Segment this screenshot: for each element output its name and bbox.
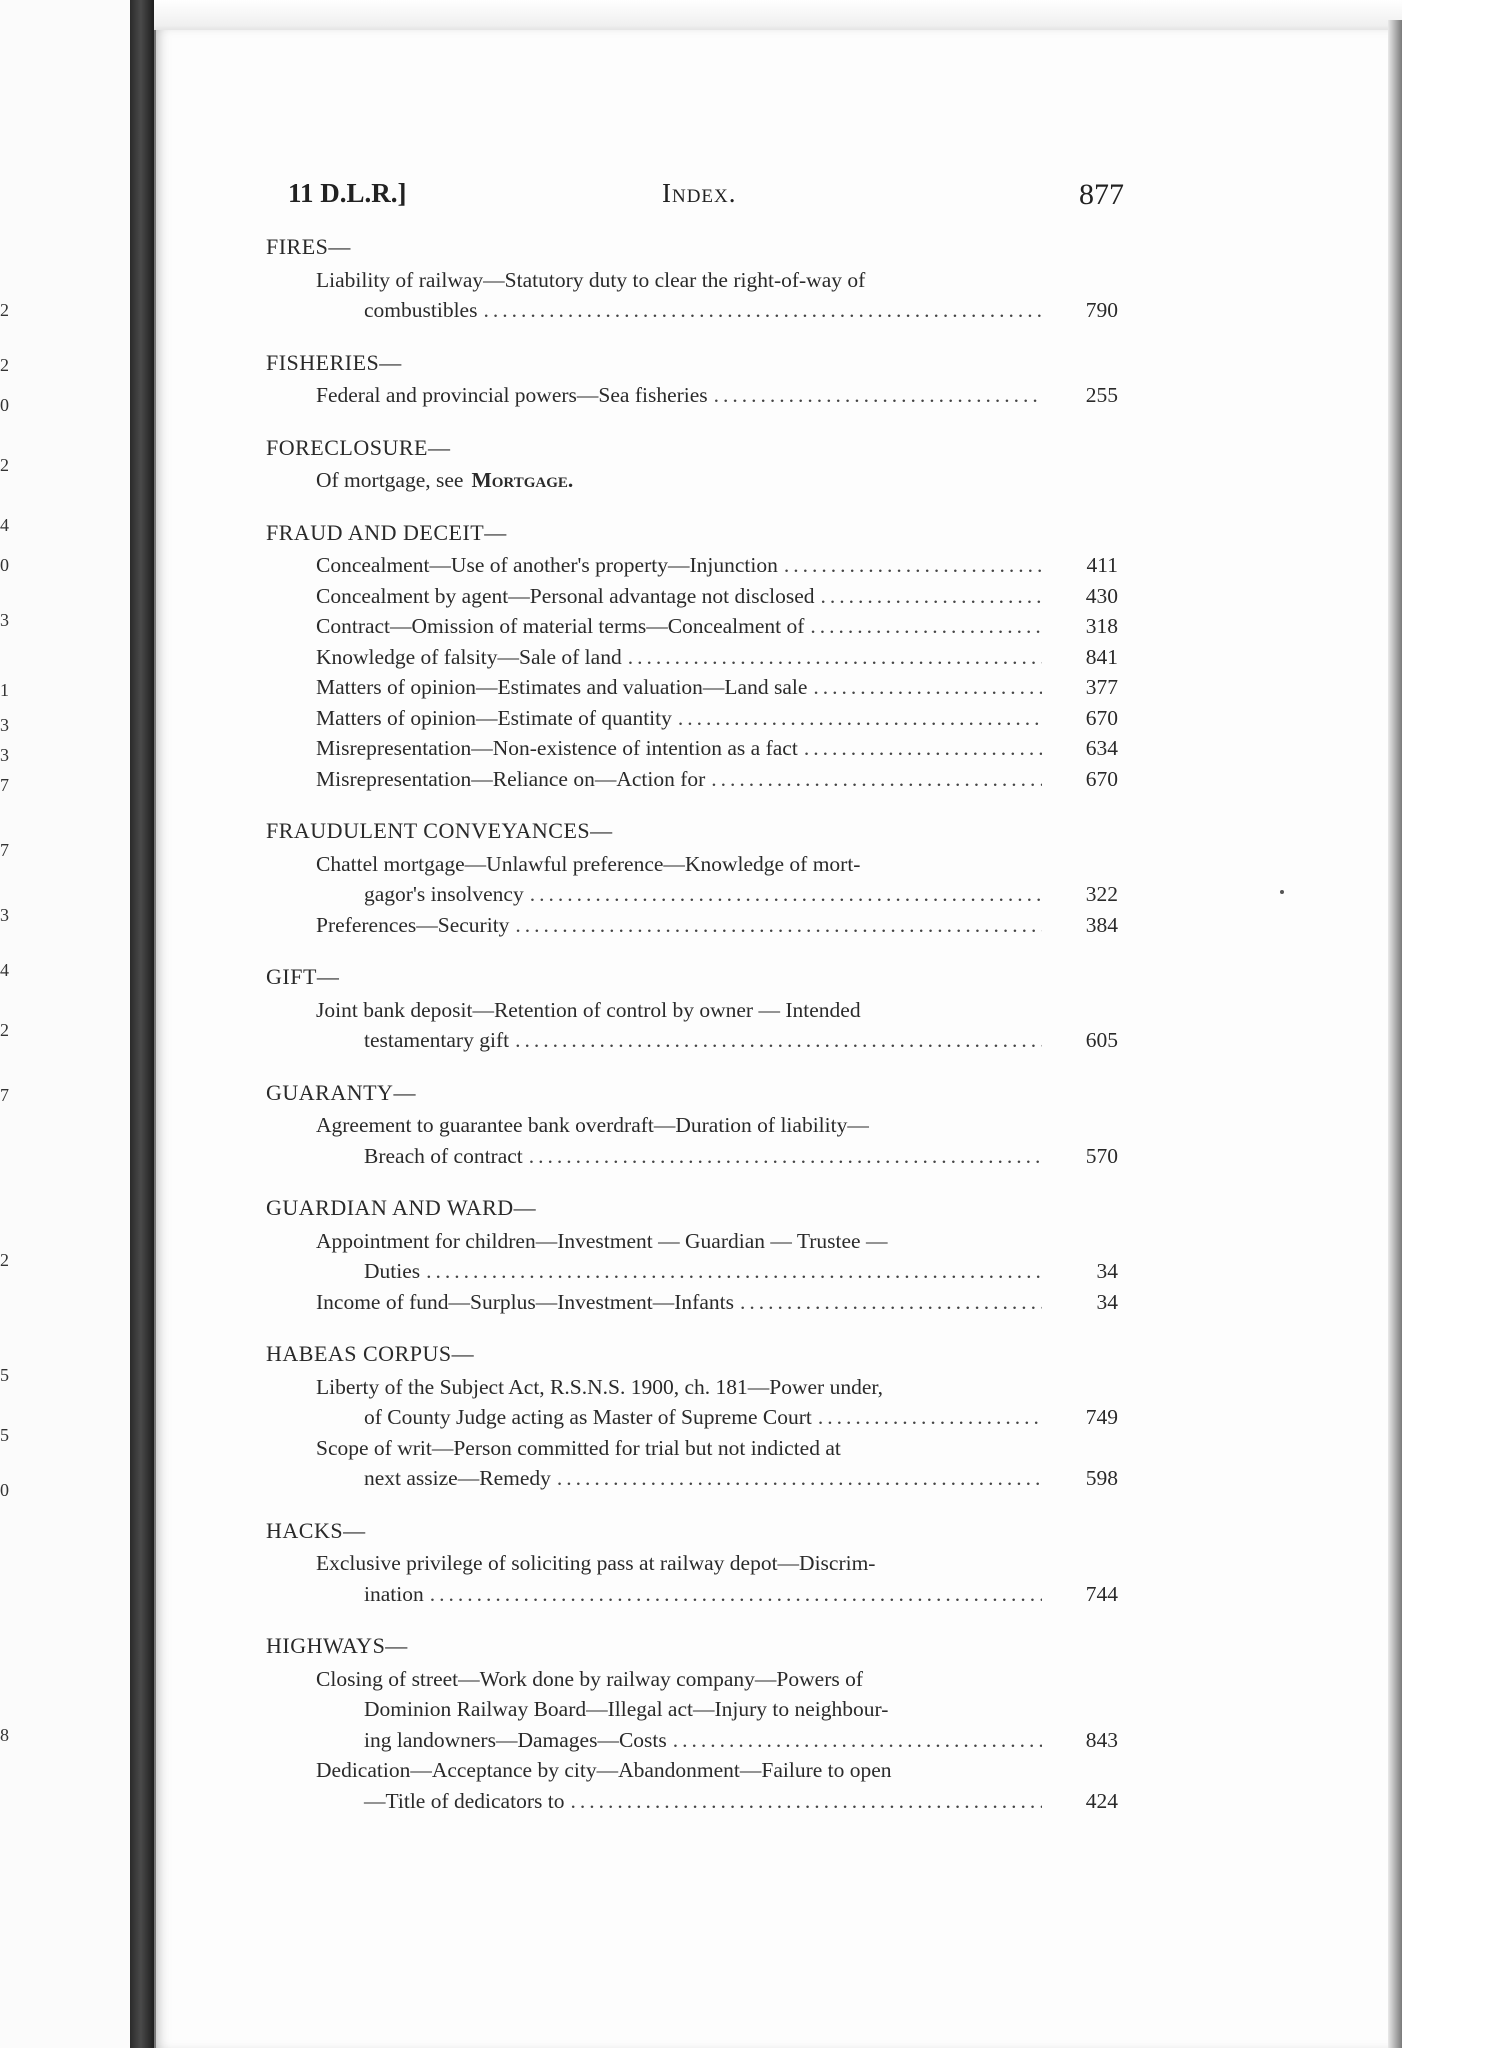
page-ref: 790: [1085, 298, 1118, 322]
subentry-tail: ing landowners—Damages—Costs: [364, 1727, 667, 1752]
leader-dots: [426, 1256, 1042, 1287]
subentry: [266, 703, 1118, 734]
book-spine: [130, 0, 154, 2048]
subentry-tail: Duties: [364, 1259, 421, 1283]
subentry: [266, 733, 1118, 764]
page-ref: 570: [1085, 1143, 1118, 1168]
page-ref: 411: [1086, 553, 1118, 577]
page-title: Index.: [662, 178, 737, 208]
subentry-tail: Knowledge of falsity—Sale of land: [316, 644, 622, 669]
subentry: [266, 672, 1118, 703]
subentry: [266, 380, 1118, 411]
subentry-last-line: [316, 672, 1118, 703]
subentry-last-line: [316, 733, 1118, 764]
subentry: [266, 465, 1118, 496]
entry-heading: HACKS—: [266, 1517, 366, 1543]
leader-dots: [628, 642, 1042, 673]
page-ref: 598: [1085, 1466, 1118, 1490]
entry-heading: GUARDIAN AND WARD—: [266, 1195, 537, 1220]
page-ref: 605: [1085, 1028, 1118, 1052]
leader-dots: [515, 910, 1042, 941]
page-ref: 843: [1085, 1727, 1118, 1752]
entry-heading: GIFT—: [266, 964, 340, 989]
leader-dots: [714, 380, 1042, 411]
subentry-tail: Concealment—Use of another's property—Injunction: [316, 553, 778, 577]
margin-mark: 2: [0, 455, 9, 475]
subentry-tail: Preferences—Security: [316, 912, 510, 937]
entry-heading: FIRES—: [266, 234, 351, 259]
subentry-tail: —Title of dedicators to: [364, 1788, 565, 1813]
index-entry: [266, 1339, 1118, 1494]
index-entry: [266, 518, 1118, 795]
page-right-edge: [1388, 20, 1402, 2048]
subentry-last-line: [316, 1463, 1118, 1494]
entry-heading: GUARANTY—: [266, 1079, 416, 1105]
leader-dots: [530, 879, 1042, 910]
margin-mark: 2: [0, 1250, 9, 1270]
margin-mark: 7: [0, 1085, 9, 1105]
margin-mark: 0: [0, 1480, 9, 1500]
index-entry: [266, 1078, 1118, 1172]
subentry-last-line: [316, 1141, 1118, 1172]
subentry: [266, 1664, 1118, 1756]
page-ref: 384: [1085, 912, 1118, 937]
subentry: [266, 611, 1118, 642]
subentry-tail: combustibles: [364, 298, 478, 322]
leader-dots: [529, 1141, 1042, 1172]
subentry-tail: Matters of opinion—Estimates and valuation—Land sale: [316, 675, 808, 699]
subentry-tail: ination: [364, 1581, 424, 1606]
subentry: [266, 1433, 1118, 1494]
margin-mark: 3: [0, 905, 9, 925]
subentry-text: Liberty of the Subject Act, R.S.N.S. 1900, ch. 181—Power under,: [316, 1374, 884, 1399]
subentry-text: Exclusive privilege of soliciting pass at railway depot—Discrim-: [316, 1551, 876, 1575]
subentry: [266, 764, 1118, 795]
subentry-last-line: [316, 611, 1118, 642]
subentry-text-cont: Dominion Railway Board—Illegal act—Injury to neighbour-: [364, 1697, 889, 1721]
subentry-last-line: [316, 703, 1118, 734]
index-entries: [266, 232, 1118, 1838]
margin-mark: 5: [0, 1365, 9, 1385]
leader-dots: [515, 1025, 1042, 1056]
entry-heading: FORECLOSURE—: [266, 434, 451, 460]
subentry-tail: Matters of opinion—Estimate of quantity: [316, 705, 672, 730]
entry-heading: HABEAS CORPUS—: [266, 1341, 475, 1366]
subentry-tail: next assize—Remedy: [364, 1466, 551, 1490]
subentry: [266, 1287, 1118, 1318]
page-ref: 424: [1085, 1788, 1118, 1813]
margin-mark: 5: [0, 1425, 9, 1445]
page-ref: 744: [1085, 1581, 1118, 1606]
subentry: [266, 265, 1118, 326]
subentry: [266, 1755, 1118, 1816]
entry-heading: FISHERIES—: [266, 349, 402, 375]
margin-mark: 2: [0, 1020, 9, 1040]
page-number: 877: [1079, 178, 1124, 211]
subentry-last-line: [316, 1579, 1118, 1610]
leader-dots: [483, 295, 1042, 326]
subentry-tail: Of mortgage, see: [316, 468, 464, 492]
subentry-tail: Federal and provincial powers—Sea fisheries: [316, 383, 708, 407]
subentry-text: Closing of street—Work done by railway company—Powers of: [316, 1666, 864, 1691]
page-ref: 841: [1085, 644, 1118, 669]
margin-mark: 7: [0, 775, 9, 795]
page-ref: 430: [1085, 583, 1118, 608]
subentry: [266, 550, 1118, 581]
subentry-last-line: [316, 910, 1118, 941]
subentry-text: Liability of railway—Statutory duty to clear the right-of-way of: [316, 267, 866, 292]
leader-dots: [673, 1725, 1042, 1756]
subentry-last-line: [316, 295, 1118, 326]
leader-dots: [784, 550, 1042, 581]
leader-dots: [804, 733, 1042, 764]
entry-heading: FRAUDULENT CONVEYANCES—: [266, 818, 613, 843]
subentry-text: Dedication—Acceptance by city—Abandonment—Failure to open: [316, 1758, 892, 1782]
subentry-last-line: [316, 879, 1118, 910]
entry-heading: HIGHWAYS—: [266, 1633, 408, 1658]
cross-reference: Mortgage.: [471, 468, 574, 492]
index-entry: [266, 348, 1118, 411]
leader-dots: [813, 672, 1042, 703]
leader-dots: [430, 1579, 1042, 1610]
leader-dots: [711, 764, 1042, 795]
subentry: [266, 849, 1118, 910]
subentry-text: Joint bank deposit—Retention of control by owner — Intended: [316, 997, 861, 1022]
margin-mark: 0: [0, 555, 9, 575]
leader-dots: [557, 1463, 1042, 1494]
margin-mark: 0: [0, 395, 9, 415]
page-ref: 670: [1085, 766, 1118, 791]
leader-dots: [570, 1786, 1042, 1817]
subentry-tail: Breach of contract: [364, 1143, 523, 1168]
subentry-last-line: [316, 764, 1118, 795]
margin-mark: 4: [0, 515, 9, 535]
subentry: [266, 995, 1118, 1056]
index-entry: [266, 816, 1118, 940]
subentry-last-line: [316, 465, 1048, 496]
subentry: [266, 1110, 1118, 1171]
subentry-last-line: [316, 1786, 1118, 1817]
subentry-tail: of County Judge acting as Master of Supreme Court: [364, 1405, 812, 1429]
index-entry: [266, 1516, 1118, 1610]
leader-dots: [821, 581, 1042, 612]
index-entry: [266, 1631, 1118, 1816]
index-entry: [266, 232, 1118, 326]
facing-page-margin: [0, 0, 132, 2048]
page-ref: 749: [1085, 1405, 1118, 1429]
subentry-last-line: [316, 642, 1118, 673]
margin-mark: 2: [0, 355, 9, 375]
subentry-tail: Misrepresentation—Reliance on—Action for: [316, 766, 706, 791]
page-ref: 34: [1096, 1259, 1118, 1283]
margin-mark: 4: [0, 960, 9, 980]
subentry-last-line: [316, 1256, 1118, 1287]
leader-dots: [678, 703, 1042, 734]
page-ref: 255: [1085, 383, 1118, 407]
margin-mark: 7: [0, 840, 9, 860]
index-entry: [266, 1193, 1118, 1317]
subentry-last-line: [316, 380, 1118, 411]
subentry: [266, 1226, 1118, 1287]
subentry-text: Agreement to guarantee bank overdraft—Duration of liability—: [316, 1113, 869, 1137]
subentry-last-line: [316, 1025, 1118, 1056]
subentry: [266, 910, 1118, 941]
subentry: [266, 642, 1118, 673]
page-ref: 322: [1085, 882, 1118, 906]
subentry-tail: Misrepresentation—Non-existence of intention as a fact: [316, 736, 798, 760]
entry-heading: FRAUD AND DECEIT—: [266, 519, 507, 545]
page-ref: 318: [1085, 614, 1118, 638]
page-ref: 670: [1085, 705, 1118, 730]
subentry-text: Chattel mortgage—Unlawful preference—Knowledge of mort-: [316, 851, 861, 876]
margin-mark: 8: [0, 1725, 9, 1745]
leader-dots: [740, 1287, 1042, 1318]
subentry: [266, 581, 1118, 612]
index-entry: [266, 433, 1118, 496]
margin-mark: 3: [0, 715, 9, 735]
subentry-text: Appointment for children—Investment — Guardian — Trustee —: [316, 1228, 888, 1253]
leader-dots: [818, 1402, 1042, 1433]
leader-dots: [810, 611, 1042, 642]
subentry: [266, 1548, 1118, 1609]
scan-speck: [1280, 890, 1284, 894]
subentry-last-line: [316, 581, 1118, 612]
volume-reference: 11 D.L.R.]: [288, 178, 407, 208]
page-ref: 634: [1085, 736, 1118, 760]
subentry-tail: Concealment by agent—Personal advantage not disclosed: [316, 583, 815, 608]
subentry-last-line: [316, 550, 1118, 581]
subentry-tail: gagor's insolvency: [364, 882, 524, 906]
subentry-last-line: [316, 1287, 1118, 1318]
subentry-tail: Contract—Omission of material terms—Concealment of: [316, 614, 805, 638]
page-ref: 377: [1085, 675, 1118, 699]
subentry-last-line: [316, 1402, 1118, 1433]
subentry-tail: testamentary gift: [364, 1028, 510, 1052]
margin-mark: 2: [0, 300, 9, 320]
margin-mark: 1: [0, 680, 9, 700]
margin-mark: 3: [0, 610, 9, 630]
running-head: [288, 178, 1124, 218]
subentry-last-line: [316, 1725, 1118, 1756]
subentry-tail: Income of fund—Surplus—Investment—Infants: [316, 1289, 734, 1314]
subentry: [266, 1372, 1118, 1433]
page-ref: 34: [1096, 1289, 1118, 1314]
subentry-text: Scope of writ—Person committed for trial but not indicted at: [316, 1435, 841, 1460]
index-entry: [266, 962, 1118, 1056]
margin-mark: 3: [0, 745, 9, 765]
